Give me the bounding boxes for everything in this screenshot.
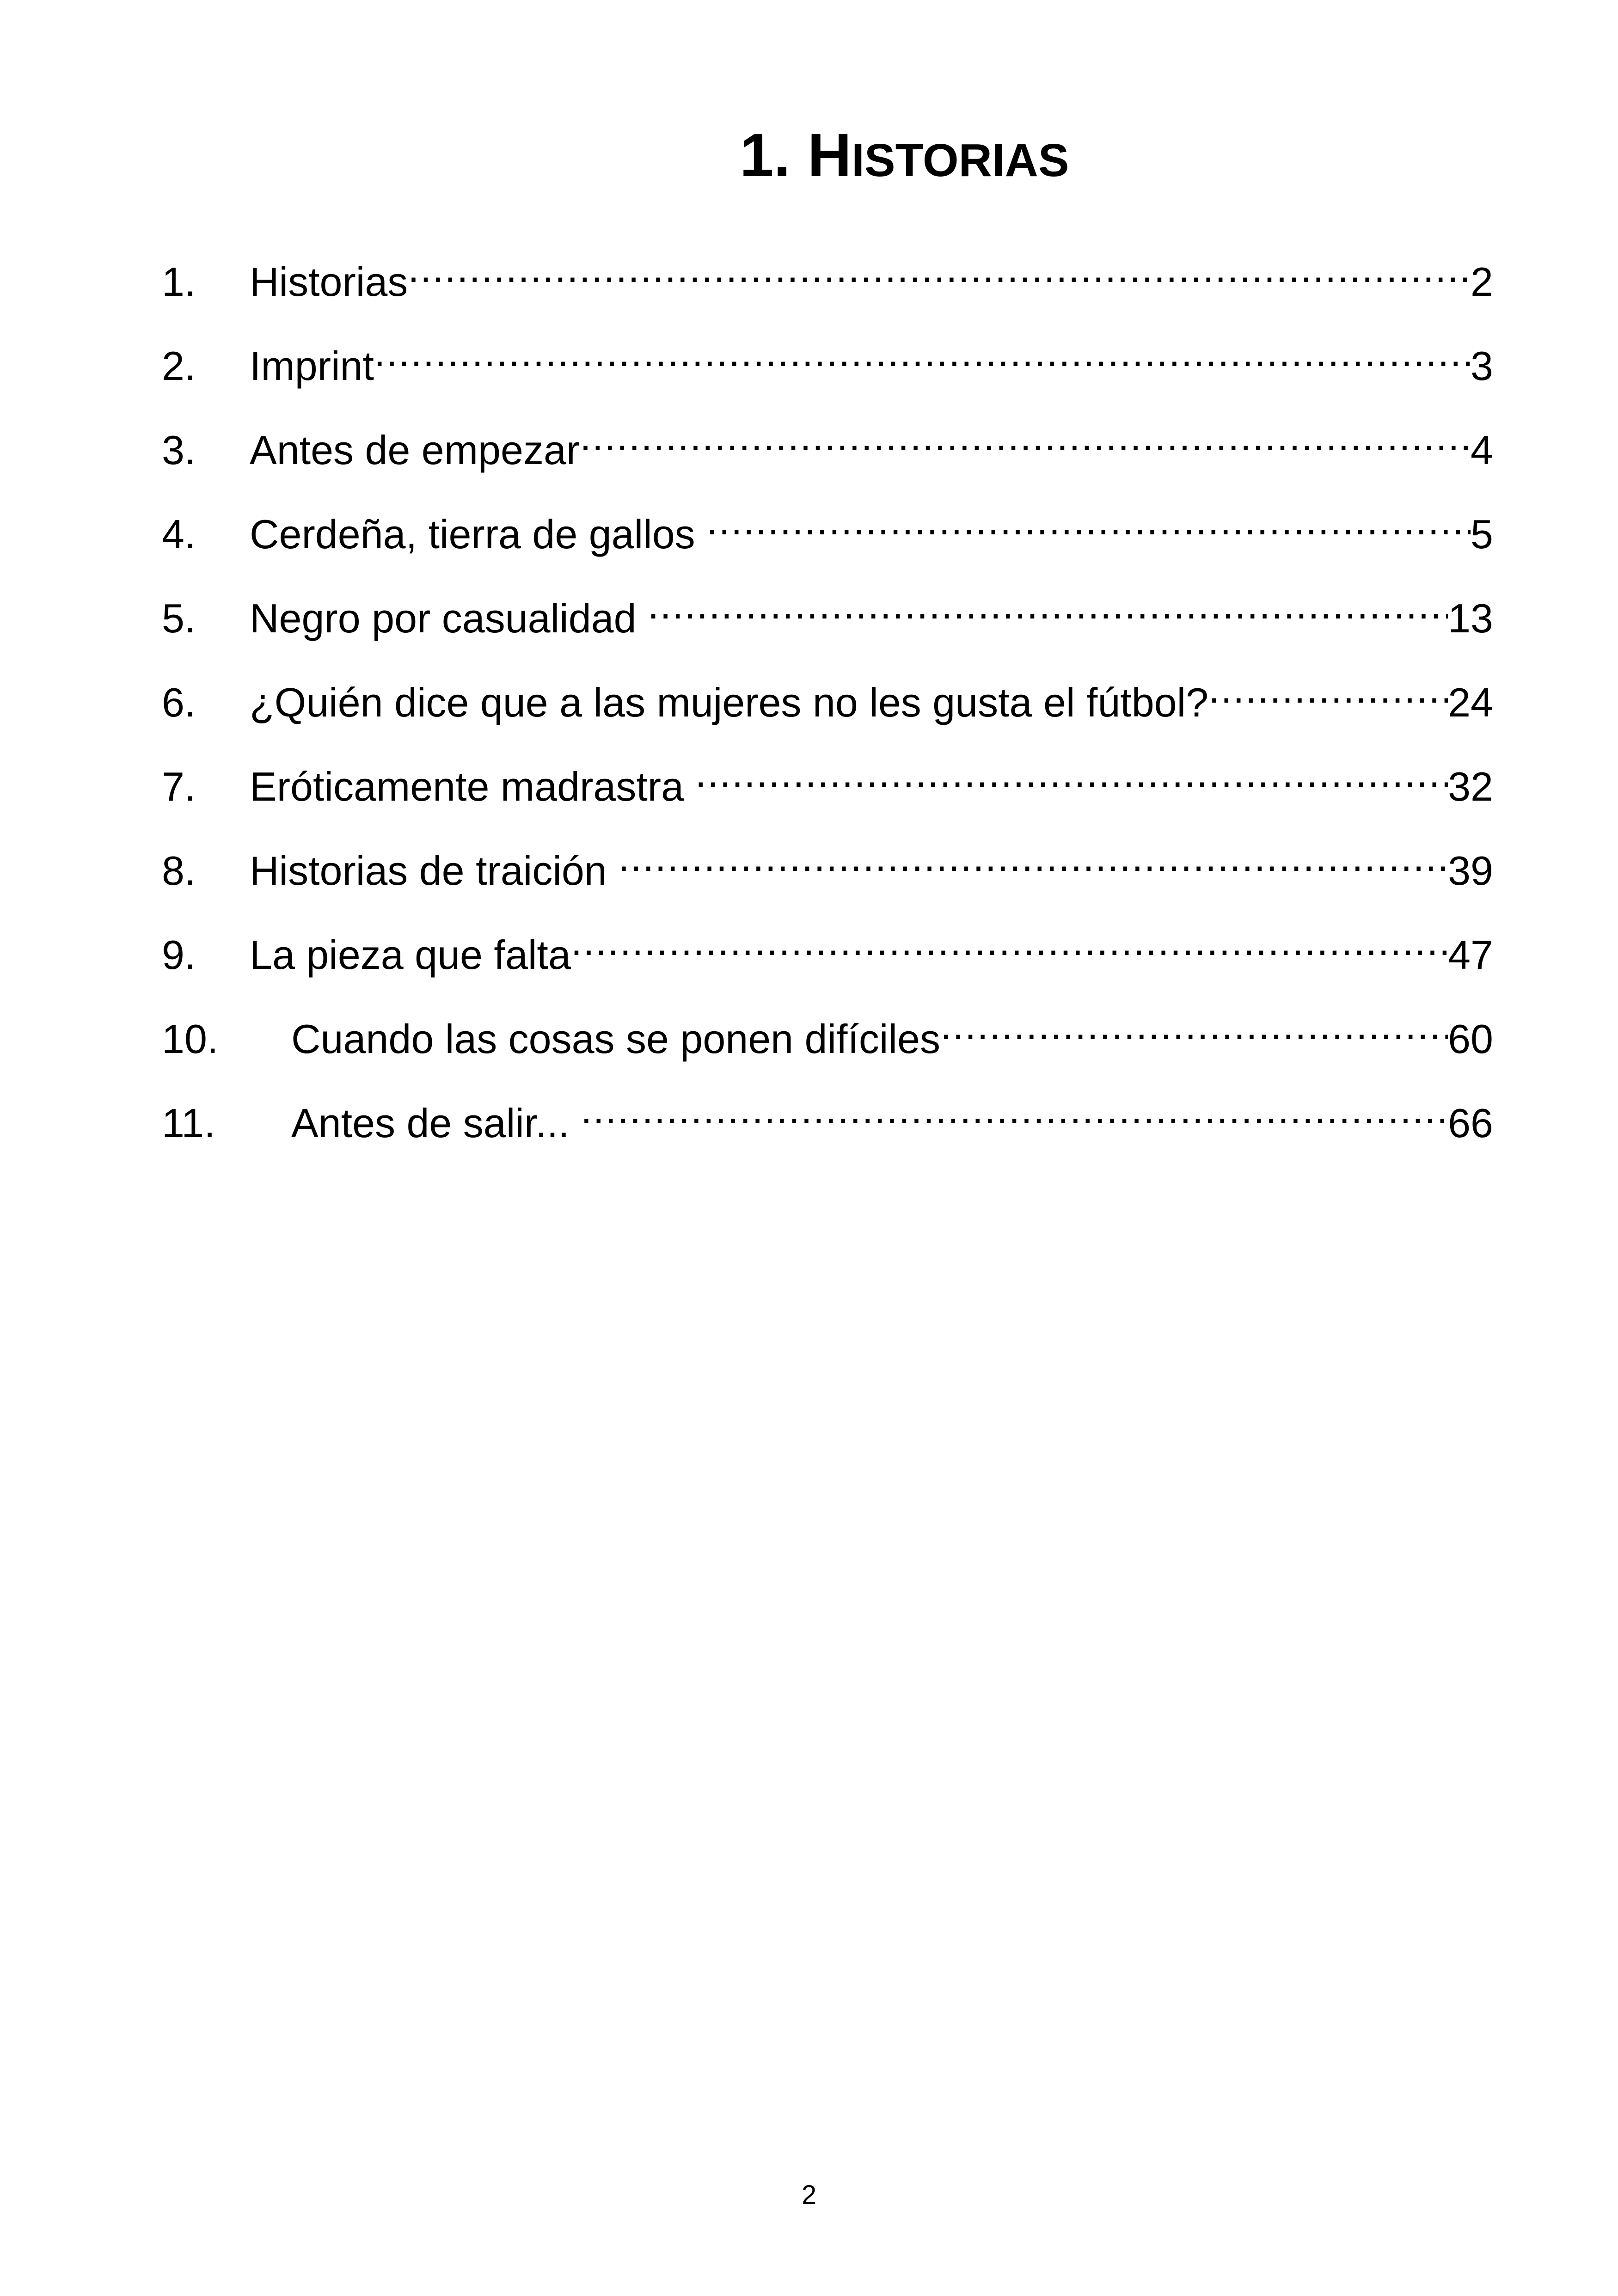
toc-entry[interactable]	[162, 493, 1493, 557]
toc-entry[interactable]	[162, 661, 1493, 725]
toc-entry[interactable]	[162, 325, 1493, 389]
toc-entry-page: 5	[1471, 511, 1493, 557]
toc-entry-title: Eróticamente madrastra	[250, 764, 695, 809]
toc-entry-title: Imprint	[250, 343, 374, 389]
toc-entry-number: 1.	[162, 259, 196, 305]
toc-entry-number: 6.	[162, 680, 196, 725]
toc-entry-page: 2	[1471, 259, 1493, 305]
title-small-caps: ISTORIAS	[852, 135, 1069, 186]
toc-entry[interactable]	[162, 745, 1493, 809]
toc-entry[interactable]	[162, 829, 1493, 894]
toc-entry-number: 2.	[162, 343, 196, 389]
toc-entry-title: Negro por casualidad	[250, 595, 648, 641]
toc-entry-page: 24	[1448, 680, 1493, 725]
page-number: 2	[801, 2180, 817, 2210]
toc-entry[interactable]	[162, 577, 1493, 641]
toc-dot-leader	[581, 1082, 1448, 1137]
toc-entry-page: 4	[1471, 427, 1493, 473]
title-number: 1.	[740, 121, 791, 189]
toc-dot-leader	[618, 829, 1448, 885]
toc-dot-leader	[571, 913, 1448, 969]
toc-entry-number: 5.	[162, 595, 196, 641]
toc-entry-number: 4.	[162, 511, 196, 557]
toc-entry[interactable]	[162, 998, 1493, 1062]
toc-entry-title: La pieza que falta	[250, 932, 571, 978]
toc-entry-page: 13	[1448, 595, 1493, 641]
title-initial: H	[807, 121, 852, 189]
toc-dot-leader	[1208, 661, 1448, 716]
toc-entry-number: 11.	[162, 1100, 215, 1146]
toc-entry[interactable]	[162, 240, 1493, 305]
toc-entry-title: Antes de salir...	[291, 1100, 581, 1146]
toc-dot-leader	[580, 409, 1471, 464]
toc-dot-leader	[648, 577, 1448, 632]
toc-dot-leader	[408, 240, 1471, 296]
toc-entry[interactable]	[162, 409, 1493, 473]
toc-entry-number: 3.	[162, 427, 196, 473]
toc-entry-title: Antes de empezar	[250, 427, 580, 473]
toc-dot-leader	[695, 745, 1448, 801]
toc-entry-number: 10.	[162, 1016, 219, 1062]
toc-entry-page: 3	[1471, 343, 1493, 389]
toc-entry-title: Cerdeña, tierra de gallos	[250, 511, 707, 557]
toc-entry-number: 9.	[162, 932, 196, 978]
toc-entry-title: ¿Quién dice que a las mujeres no les gusta el fútbol?	[250, 680, 1209, 725]
toc-entry-page: 66	[1448, 1100, 1493, 1146]
toc-entry[interactable]	[162, 1082, 1493, 1146]
toc-entry-page: 60	[1448, 1016, 1493, 1062]
toc-entry-number: 7.	[162, 764, 196, 809]
toc-entry-page: 32	[1448, 764, 1493, 809]
toc-dot-leader	[706, 493, 1471, 548]
page-title	[740, 121, 1069, 189]
toc-entry-page: 47	[1448, 932, 1493, 978]
toc-dot-leader	[374, 325, 1471, 380]
toc-entry-page: 39	[1448, 848, 1493, 894]
toc-entry-title: Cuando las cosas se ponen difíciles	[291, 1016, 940, 1062]
toc-dot-leader	[940, 998, 1448, 1053]
toc-entry-number: 8.	[162, 848, 196, 894]
toc-entry-title: Historias	[250, 259, 408, 305]
toc-entry-title: Historias de traición	[250, 848, 619, 894]
toc-entry[interactable]	[162, 913, 1493, 978]
